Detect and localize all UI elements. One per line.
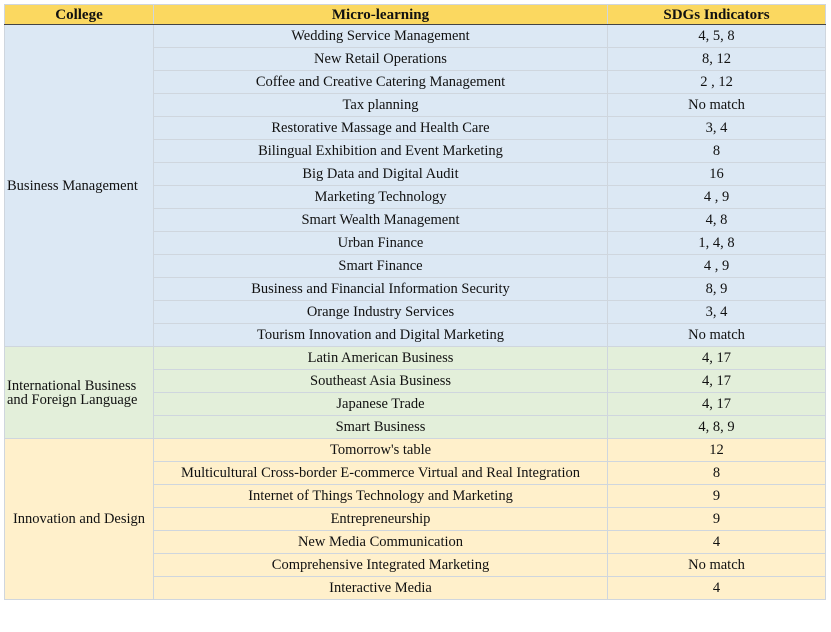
sdgs-indicator-cell: 8 (608, 462, 826, 485)
sdgs-indicator-cell: 1, 4, 8 (608, 232, 826, 255)
sdgs-indicator-cell: 4, 17 (608, 347, 826, 370)
micro-learning-cell: Restorative Massage and Health Care (154, 117, 608, 140)
sdgs-indicator-cell: 4 , 9 (608, 255, 826, 278)
micro-learning-cell: Entrepreneurship (154, 508, 608, 531)
sdgs-indicator-cell: 8, 9 (608, 278, 826, 301)
micro-learning-cell: New Retail Operations (154, 48, 608, 71)
micro-learning-cell: Comprehensive Integrated Marketing (154, 554, 608, 577)
sdgs-indicator-cell: 3, 4 (608, 301, 826, 324)
sdgs-indicator-cell: 8, 12 (608, 48, 826, 71)
micro-learning-cell: Marketing Technology (154, 186, 608, 209)
sdgs-indicator-cell: 4 , 9 (608, 186, 826, 209)
micro-learning-cell: Interactive Media (154, 577, 608, 600)
college-cell: International Business and Foreign Language (5, 347, 154, 439)
table-row (5, 439, 826, 462)
micro-learning-cell: Orange Industry Services (154, 301, 608, 324)
table-row (5, 347, 826, 370)
college-sdgs-table (4, 4, 826, 600)
sdgs-indicator-cell: 16 (608, 163, 826, 186)
micro-learning-cell: Southeast Asia Business (154, 370, 608, 393)
sdgs-indicator-cell: 2 , 12 (608, 71, 826, 94)
micro-learning-cell: Bilingual Exhibition and Event Marketing (154, 140, 608, 163)
sdgs-indicator-cell: 9 (608, 485, 826, 508)
college-cell: Business Management (5, 25, 154, 347)
sdgs-indicator-cell: No match (608, 324, 826, 347)
micro-learning-cell: Smart Wealth Management (154, 209, 608, 232)
table-row (5, 25, 826, 48)
micro-learning-cell: Multicultural Cross-border E-commerce Virtual and Real Integration (154, 462, 608, 485)
micro-learning-cell: Tax planning (154, 94, 608, 117)
micro-learning-cell: Tourism Innovation and Digital Marketing (154, 324, 608, 347)
header-row (5, 5, 826, 25)
sdgs-indicator-cell: 4, 5, 8 (608, 25, 826, 48)
sdgs-indicator-cell: 4, 8 (608, 209, 826, 232)
sdgs-indicator-cell: 9 (608, 508, 826, 531)
micro-learning-cell: Smart Business (154, 416, 608, 439)
micro-learning-cell: Smart Finance (154, 255, 608, 278)
micro-learning-cell: Urban Finance (154, 232, 608, 255)
sdgs-indicator-cell: 4, 8, 9 (608, 416, 826, 439)
sdgs-indicator-cell: 4, 17 (608, 370, 826, 393)
sdgs-indicator-cell: 3, 4 (608, 117, 826, 140)
micro-learning-cell: Japanese Trade (154, 393, 608, 416)
table-container (4, 4, 826, 600)
sdgs-indicator-cell: 4 (608, 531, 826, 554)
sdgs-indicator-cell: 4, 17 (608, 393, 826, 416)
college-cell: Innovation and Design (5, 439, 154, 600)
micro-learning-cell: Coffee and Creative Catering Management (154, 71, 608, 94)
micro-learning-cell: Internet of Things Technology and Marketing (154, 485, 608, 508)
micro-learning-cell: Tomorrow's table (154, 439, 608, 462)
header-micro-learning: Micro-learning (154, 5, 608, 25)
sdgs-indicator-cell: No match (608, 94, 826, 117)
table-body (5, 25, 826, 600)
header-sdgs-indicators: SDGs Indicators (608, 5, 826, 25)
sdgs-indicator-cell: 8 (608, 140, 826, 163)
micro-learning-cell: New Media Communication (154, 531, 608, 554)
micro-learning-cell: Business and Financial Information Security (154, 278, 608, 301)
micro-learning-cell: Latin American Business (154, 347, 608, 370)
sdgs-indicator-cell: No match (608, 554, 826, 577)
micro-learning-cell: Big Data and Digital Audit (154, 163, 608, 186)
header-college: College (5, 5, 154, 25)
sdgs-indicator-cell: 12 (608, 439, 826, 462)
micro-learning-cell: Wedding Service Management (154, 25, 608, 48)
sdgs-indicator-cell: 4 (608, 577, 826, 600)
